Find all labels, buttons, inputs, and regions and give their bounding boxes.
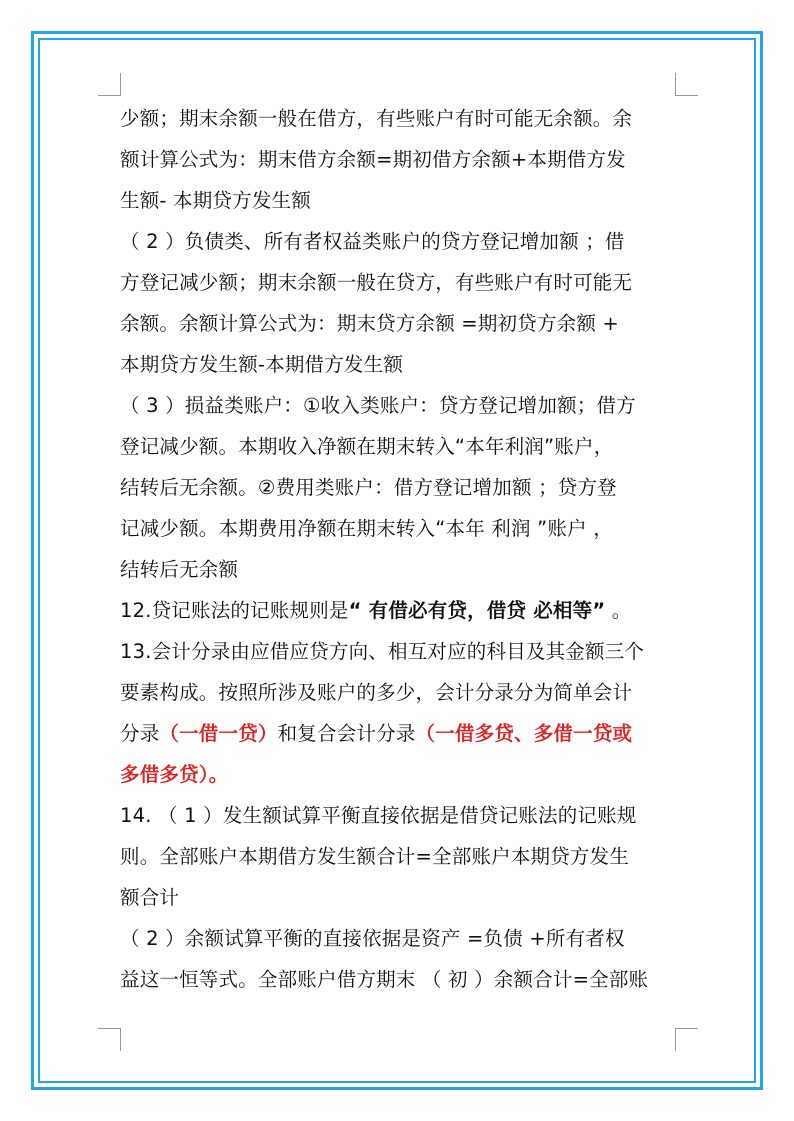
- text-line: [120, 262, 676, 303]
- text-line: [120, 631, 676, 672]
- text-segment: 和复合会计分录: [277, 722, 416, 745]
- text-line: [120, 877, 676, 918]
- text-line: [120, 795, 676, 836]
- text-line: [120, 590, 676, 631]
- text-segment: 记减少额。本期费用净额在期末转入“本年 利润 ”账户 ，: [120, 517, 613, 540]
- text-line: [120, 303, 676, 344]
- text-segment: 。: [605, 599, 632, 622]
- text-segment: 结转后无余额: [120, 558, 239, 581]
- text-line: [120, 836, 676, 877]
- text-line: [120, 426, 676, 467]
- text-line: [120, 385, 676, 426]
- highlight-text: （一借多贷、多借一贷或: [415, 722, 633, 745]
- text-line: [120, 221, 676, 262]
- text-segment: 余额。余额计算公式为：期末贷方余额 =期初贷方余额 +: [120, 312, 619, 335]
- text-segment: 生额- 本期贷方发生额: [120, 189, 311, 212]
- document-body: [120, 98, 676, 1000]
- text-segment: 则。全部账户本期借方发生额合计=全部账户本期贷方发生: [120, 845, 630, 868]
- text-line: [120, 918, 676, 959]
- text-segment: 登记减少额。本期收入净额在期末转入“本年利润”账户，: [120, 435, 614, 458]
- text-segment: 14. （ 1 ）发生额试算平衡直接依据是借贷记账法的记账规: [120, 804, 637, 827]
- text-segment: 少额；期末余额一般在借方，有些账户有时可能无余额。余: [120, 107, 633, 130]
- text-segment: （ 2 ）负债类、所有者权益类账户的贷方登记增加额 ；借: [120, 230, 625, 253]
- text-segment: （ 2 ）余额试算平衡的直接依据是资产 =负债 +所有者权: [120, 927, 625, 950]
- highlight-text: （一借一贷）: [159, 722, 278, 745]
- text-segment: 12.贷记账法的记账规则是: [120, 599, 349, 622]
- text-segment: 分录: [120, 722, 160, 745]
- text-segment: 益这一恒等式。全部账户借方期末 （ 初 ）余额合计=全部账: [120, 968, 649, 991]
- crop-mark-top-left: [98, 73, 121, 96]
- text-segment: 结转后无余额。②费用类账户：借方登记增加额 ；贷方登: [120, 476, 617, 499]
- text-segment: 13.会计分录由应借应贷方向、相互对应的科目及其金额三个: [120, 640, 645, 663]
- bold-text: “ 有借必有贷，借贷 必相等”: [348, 599, 606, 622]
- crop-mark-bottom-left: [98, 1028, 121, 1051]
- highlight-text: 多借多贷）。: [120, 763, 229, 786]
- crop-mark-top-right: [675, 73, 698, 96]
- text-line: [120, 549, 676, 590]
- text-segment: 本期贷方发生额-本期借方发生额: [120, 353, 404, 376]
- text-line: [120, 139, 676, 180]
- text-segment: 额合计: [120, 886, 180, 909]
- text-line: [120, 508, 676, 549]
- text-line: [120, 344, 676, 385]
- text-line: [120, 180, 676, 221]
- text-line: [120, 754, 676, 795]
- text-segment: 额计算公式为：期末借方余额=期初借方余额+本期借方发: [120, 148, 626, 171]
- text-line: [120, 467, 676, 508]
- text-segment: 方登记减少额；期末余额一般在贷方，有些账户有时可能无: [120, 271, 633, 294]
- text-line: [120, 98, 676, 139]
- text-segment: （ 3 ）损益类账户：①收入类账户：贷方登记增加额；借方: [120, 394, 636, 417]
- text-line: [120, 672, 676, 713]
- text-line: [120, 713, 676, 754]
- text-line: [120, 959, 676, 1000]
- crop-mark-bottom-right: [675, 1028, 698, 1051]
- text-segment: 要素构成。按照所涉及账户的多少，会计分录分为简单会计: [120, 681, 633, 704]
